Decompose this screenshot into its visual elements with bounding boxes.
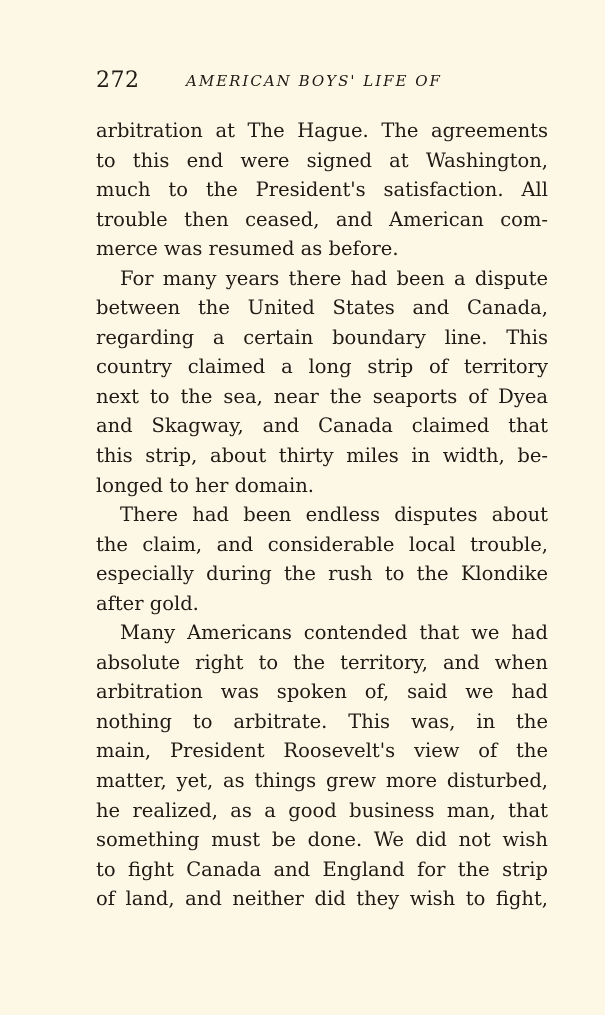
text-line: regarding a certain boundary line. This <box>96 325 548 349</box>
text-line: after gold. <box>96 591 199 615</box>
text-line: main, President Roosevelt's view of the <box>96 739 548 763</box>
text-line: matter, yet, as things grew more disturbed, <box>96 769 548 793</box>
text-line: arbitration was spoken of, said we had <box>96 680 548 704</box>
text-line: Many Americans contended that we had <box>120 621 548 645</box>
text-line: this strip, about thirty miles in width, be- <box>96 444 548 468</box>
running-title: AMERICAN BOYS' LIFE OF <box>186 72 442 90</box>
text-line: nothing to arbitrate. This was, in the <box>96 709 548 733</box>
text-line: longed to her domain. <box>96 473 314 497</box>
page-header <box>96 68 551 98</box>
text-line: to fight Canada and England for the strip <box>96 857 548 881</box>
text-line: the claim, and considerable local trouble, <box>96 532 548 556</box>
text-line: For many years there had been a dispute <box>120 266 548 290</box>
text-line: absolute right to the territory, and when <box>96 650 548 674</box>
text-line: arbitration at The Hague. The agreements <box>96 119 548 142</box>
body-text <box>96 116 548 914</box>
text-line: he realized, as a good business man, that <box>96 798 548 822</box>
text-line: especially during the rush to the Klondike <box>96 562 548 586</box>
text-line: merce was resumed as before. <box>96 237 399 261</box>
text-line: There had been endless disputes about <box>120 503 548 527</box>
text-line: of land, and neither did they wish to fight, <box>96 887 548 911</box>
text-line: and Skagway, and Canada claimed that <box>96 414 548 438</box>
text-line: next to the sea, near the seaports of Dyea <box>96 384 548 408</box>
text-line: much to the President's satisfaction. All <box>96 178 548 202</box>
text-line: country claimed a long strip of territory <box>96 355 548 379</box>
text-line: something must be done. We did not wish <box>96 828 548 852</box>
text-line: trouble then ceased, and American com- <box>96 207 548 231</box>
page-number: 272 <box>96 68 140 93</box>
text-line: to this end were signed at Washington, <box>96 148 548 172</box>
text-line: between the United States and Canada, <box>96 296 548 320</box>
